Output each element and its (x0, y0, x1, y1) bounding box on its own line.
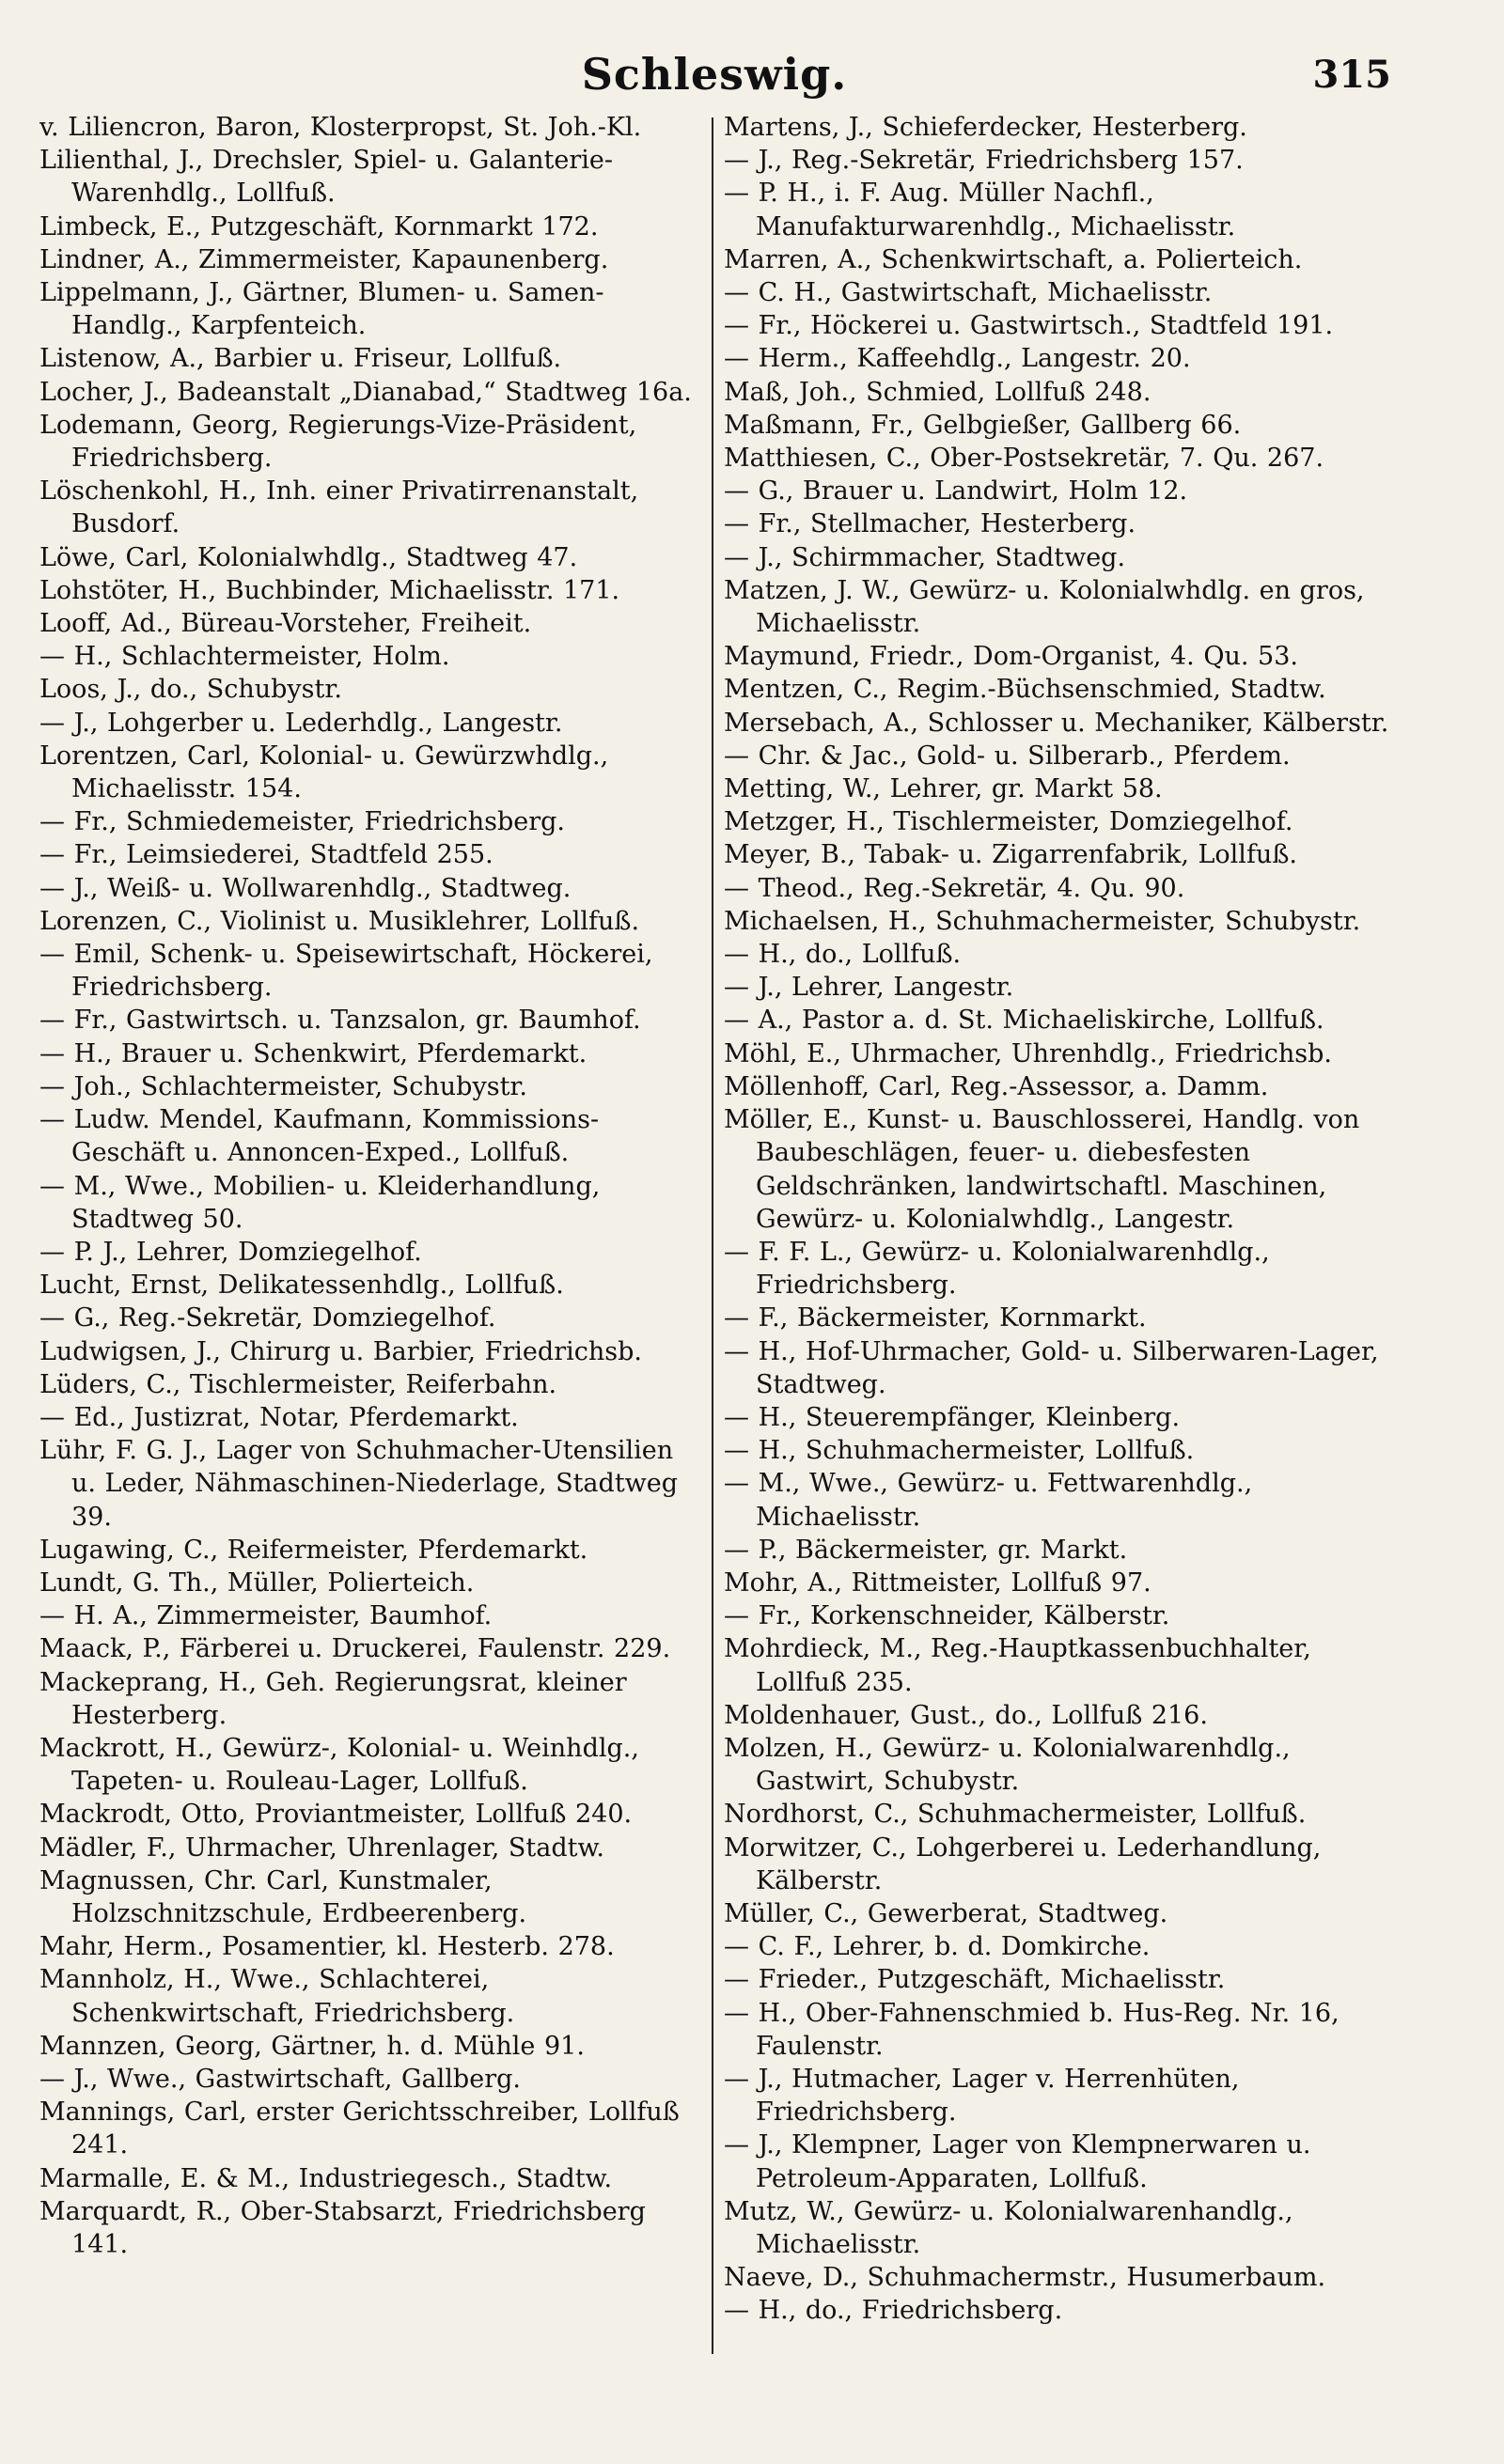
directory-entry: v. Liliencron, Baron, Klosterpropst, St. Joh.-Kl. (39, 113, 642, 142)
directory-entry: — J., Wwe., Gastwirtschaft, Gallberg. (39, 2064, 521, 2094)
directory-entry: Maymund, Friedr., Dom-Organist, 4. Qu. 53. (724, 642, 1298, 672)
directory-entry: Morwitzer, C., Lohgerberei u. Lederhandlung, Kälberstr. (724, 1832, 1322, 1895)
directory-entry: — Ludw. Mendel, Kaufmann, Kommissions-Geschäft u. Annoncen-Exped., Lollfuß. (39, 1105, 600, 1168)
directory-entry: — J., Lohgerber u. Lederhdlg., Langestr. (39, 708, 563, 738)
directory-entry: Möller, E., Kunst- u. Bauschlosserei, Handlg. von Baubeschlägen, feuer- u. diebesfesten Geldschränken, landwirtschaftl. Maschinen, Gewürz- u. Kolonialwhdlg., Langestr. (724, 1105, 1360, 1234)
directory-entry: — H., Hof-Uhrmacher, Gold- u. Silberwaren-Lager, Stadtweg. (724, 1336, 1379, 1399)
directory-entry: Mahr, Herm., Posamentier, kl. Hesterb. 278. (39, 1932, 615, 1962)
directory-entry: — M., Wwe., Gewürz- u. Fettwarenhdlg., Michaelisstr. (724, 1469, 1253, 1532)
directory-entry: Lindner, A., Zimmermeister, Kapaunenberg. (39, 244, 609, 274)
directory-entry: — H., Steuerempfänger, Kleinberg. (724, 1402, 1181, 1432)
directory-entry: — Fr., Gastwirtsch. u. Tanzsalon, gr. Baumhof. (39, 1006, 641, 1036)
directory-entry: Lorenzen, C., Violinist u. Musiklehrer, Lollfuß. (39, 906, 640, 936)
directory-entry: — J., Schirmmacher, Stadtweg. (724, 542, 1126, 572)
directory-entry: Listenow, A., Barbier u. Friseur, Lollfuß. (39, 344, 562, 374)
directory-entry: Löschenkohl, H., Inh. einer Privatirrenanstalt, Busdorf. (39, 476, 639, 539)
directory-entry: Loos, J., do., Schubystr. (39, 675, 342, 705)
directory-entry: — Fr., Stellmacher, Hesterberg. (724, 509, 1136, 539)
directory-entry: Lucht, Ernst, Delikatessenhdlg., Lollfuß. (39, 1271, 564, 1301)
directory-entry: Lilienthal, J., Drechsler, Spiel- u. Galanterie-Warenhdlg., Lollfuß. (39, 146, 613, 209)
directory-entry: — H., do., Lollfuß. (724, 940, 962, 970)
directory-entry: Lugawing, C., Reifermeister, Pferdemarkt. (39, 1535, 588, 1565)
directory-entry: Limbeck, E., Putzgeschäft, Kornmarkt 172. (39, 211, 599, 242)
directory-entry: Lühr, F. G. J., Lager von Schuhmacher-Utensilien u. Leder, Nähmaschinen-Niederlage, Stadtweg 39. (39, 1436, 679, 1532)
directory-entry: Molzen, H., Gewürz- u. Kolonialwarenhdlg., Gastwirt, Schubystr. (724, 1733, 1291, 1797)
directory-entry: — G., Brauer u. Landwirt, Holm 12. (724, 476, 1188, 507)
directory-entry: Locher, J., Badeanstalt „Dianabad,“ Stadtweg 16a. (39, 377, 692, 407)
page-title: Schleswig. (581, 49, 848, 100)
directory-entry: Looff, Ad., Büreau-Vorsteher, Freiheit. (39, 609, 532, 639)
directory-entry: Mohrdieck, M., Reg.-Hauptkassenbuchhalter, Lollfuß 235. (724, 1634, 1311, 1697)
directory-entry: Mannholz, H., Wwe., Schlachterei, Schenkwirtschaft, Friedrichsberg. (39, 1965, 515, 2028)
directory-entry: — Fr., Höckerei u. Gastwirtsch., Stadtfeld 191. (724, 311, 1334, 341)
directory-entry: — Joh., Schlachtermeister, Schubystr. (39, 1071, 527, 1101)
directory-entry: Lüders, C., Tischlermeister, Reiferbahn. (39, 1369, 557, 1399)
directory-entry: Naeve, D., Schuhmachermstr., Husumerbaum. (724, 2263, 1326, 2293)
directory-entry: Marmalle, E. & M., Industriegesch., Stadtw. (39, 2163, 613, 2193)
directory-entry: Nordhorst, C., Schuhmachermeister, Lollfuß. (724, 1800, 1307, 1830)
directory-entry: Metting, W., Lehrer, gr. Markt 58. (724, 774, 1163, 804)
directory-entry: — F. F. L., Gewürz- u. Kolonialwarenhdlg., Friedrichsberg. (724, 1237, 1270, 1301)
directory-entry: — J., Weiß- u. Wollwarenhdlg., Stadtweg. (39, 873, 572, 903)
directory-entry: Lippelmann, J., Gärtner, Blumen- u. Samen-Handlg., Karpfenteich. (39, 278, 604, 341)
directory-entry: — Chr. & Jac., Gold- u. Silberarb., Pferdem. (724, 741, 1291, 771)
directory-entry: Lorentzen, Carl, Kolonial- u. Gewürzwhdlg., Michaelisstr. 154. (39, 741, 609, 804)
directory-entry: Mersebach, A., Schlosser u. Mechaniker, Kälberstr. (724, 708, 1389, 738)
directory-entry: — C. F., Lehrer, b. d. Domkirche. (724, 1932, 1151, 1962)
directory-entry: — P., Bäckermeister, gr. Markt. (724, 1535, 1128, 1565)
directory-entry: Marren, A., Schenkwirtschaft, a. Polierteich. (724, 244, 1303, 274)
directory-entry: Marquardt, R., Ober-Stabsarzt, Friedrichsberg 141. (39, 2196, 646, 2259)
page-header (38, 43, 1391, 109)
directory-entry: — J., Klempner, Lager von Klempnerwaren u. Petroleum-Apparaten, Lollfuß. (724, 2130, 1311, 2193)
directory-entry: Ludwigsen, J., Chirurg u. Barbier, Friedrichsb. (39, 1336, 642, 1366)
directory-entry: Moldenhauer, Gust., do., Lollfuß 216. (724, 1700, 1208, 1730)
directory-entry: — H., Brauer u. Schenkwirt, Pferdemarkt. (39, 1038, 588, 1068)
column-divider (712, 117, 713, 2354)
directory-entry: Mannzen, Georg, Gärtner, h. d. Mühle 91. (39, 2031, 585, 2061)
directory-entry: Magnussen, Chr. Carl, Kunstmaler, Holzschnitzschule, Erdbeerenberg. (39, 1865, 527, 1928)
directory-entry: — C. H., Gastwirtschaft, Michaelisstr. (724, 278, 1213, 308)
directory-entry: — M., Wwe., Mobilien- u. Kleiderhandlung, Stadtweg 50. (39, 1171, 601, 1234)
directory-entry: — J., Reg.-Sekretär, Friedrichsberg 157. (724, 146, 1244, 176)
directory-entry: — Ed., Justizrat, Notar, Pferdemarkt. (39, 1402, 519, 1432)
directory-entry: Mentzen, C., Regim.-Büchsenschmied, Stadtw. (724, 675, 1326, 705)
directory-entry: — Theod., Reg.-Sekretär, 4. Qu. 90. (724, 873, 1185, 903)
directory-entry: — H., Ober-Fahnenschmied b. Hus-Reg. Nr. 16, Faulenstr. (724, 1998, 1340, 2061)
directory-entry: Lodemann, Georg, Regierungs-Vize-Präsident, Friedrichsberg. (39, 410, 637, 474)
directory-entry: — F., Bäckermeister, Kornmarkt. (724, 1303, 1147, 1333)
directory-entry: — A., Pastor a. d. St. Michaeliskirche, Lollfuß. (724, 1006, 1324, 1036)
directory-entry: — Emil, Schenk- u. Speisewirtschaft, Höckerei, Friedrichsberg. (39, 940, 653, 1003)
directory-entry: Matthiesen, C., Ober-Postsekretär, 7. Qu. 267. (724, 444, 1324, 474)
directory-entry: — Fr., Korkenschneider, Kälberstr. (724, 1601, 1170, 1631)
right-column (724, 111, 1389, 2441)
directory-entry: — H., Schuhmachermeister, Lollfuß. (724, 1436, 1195, 1466)
left-column (39, 111, 697, 2441)
directory-entry: Lundt, G. Th., Müller, Polierteich. (39, 1567, 475, 1598)
directory-entry: Mädler, F., Uhrmacher, Uhrenlager, Stadtw. (39, 1832, 604, 1863)
directory-entry: Mutz, W., Gewürz- u. Kolonialwarenhandlg., Michaelisstr. (724, 2196, 1293, 2259)
directory-entry: — P. J., Lehrer, Domziegelhof. (39, 1237, 422, 1267)
directory-entry: Löwe, Carl, Kolonialwhdlg., Stadtweg 47. (39, 542, 578, 572)
directory-entry: Mackrott, H., Gewürz-, Kolonial- u. Weinhdlg., Tapeten- u. Rouleau-Lager, Lollfuß. (39, 1733, 639, 1797)
directory-entry: Mohr, A., Rittmeister, Lollfuß 97. (724, 1567, 1152, 1598)
directory-entry: — Fr., Schmiedemeister, Friedrichsberg. (39, 807, 565, 837)
directory-entry: Lohstöter, H., Buchbinder, Michaelisstr. 171. (39, 575, 620, 605)
directory-entry: Möllenhoff, Carl, Reg.-Assessor, a. Damm. (724, 1071, 1269, 1101)
directory-entry: — P. H., i. F. Aug. Müller Nachfl., Manufakturwarenhdlg., Michaelisstr. (724, 179, 1236, 242)
directory-entry: Mackeprang, H., Geh. Regierungsrat, kleiner Hesterberg. (39, 1667, 627, 1730)
directory-entry: Maack, P., Färberei u. Druckerei, Faulenstr. 229. (39, 1634, 671, 1664)
directory-entry: — H. A., Zimmermeister, Baumhof. (39, 1601, 493, 1631)
directory-entry: Mannings, Carl, erster Gerichtsschreiber, Lollfuß 241. (39, 2098, 680, 2160)
directory-entry: — J., Lehrer, Langestr. (724, 973, 1014, 1003)
directory-entry: Müller, C., Gewerberat, Stadtweg. (724, 1898, 1168, 1928)
directory-entry: — J., Hutmacher, Lager v. Herrenhüten, Friedrichsberg. (724, 2064, 1240, 2128)
directory-entry: — Fr., Leimsiederei, Stadtfeld 255. (39, 840, 494, 870)
directory-entry: — Herm., Kaffeehdlg., Langestr. 20. (724, 344, 1191, 374)
directory-entry: Maß, Joh., Schmied, Lollfuß 248. (724, 377, 1152, 407)
directory-entry: — G., Reg.-Sekretär, Domziegelhof. (39, 1303, 496, 1333)
page-number: 315 (1312, 53, 1391, 97)
directory-entry: — Frieder., Putzgeschäft, Michaelisstr. (724, 1965, 1226, 1995)
directory-entry: Meyer, B., Tabak- u. Zigarrenfabrik, Lollfuß. (724, 840, 1297, 870)
directory-entry: Möhl, E., Uhrmacher, Uhrenhdlg., Friedrichsb. (724, 1038, 1332, 1068)
directory-entry: Maßmann, Fr., Gelbgießer, Gallberg 66. (724, 410, 1242, 440)
directory-entry: Mackrodt, Otto, Proviantmeister, Lollfuß 240. (39, 1800, 633, 1830)
directory-entry: — H., do., Friedrichsberg. (724, 2296, 1063, 2326)
directory-entry: Matzen, J. W., Gewürz- u. Kolonialwhdlg. en gros, Michaelisstr. (724, 575, 1365, 639)
directory-entry: — H., Schlachtermeister, Holm. (39, 642, 450, 672)
directory-entry: Michaelsen, H., Schuhmachermeister, Schubystr. (724, 906, 1361, 936)
directory-entry: Martens, J., Schieferdecker, Hesterberg. (724, 113, 1247, 142)
directory-entry: Metzger, H., Tischlermeister, Domziegelhof. (724, 807, 1293, 837)
